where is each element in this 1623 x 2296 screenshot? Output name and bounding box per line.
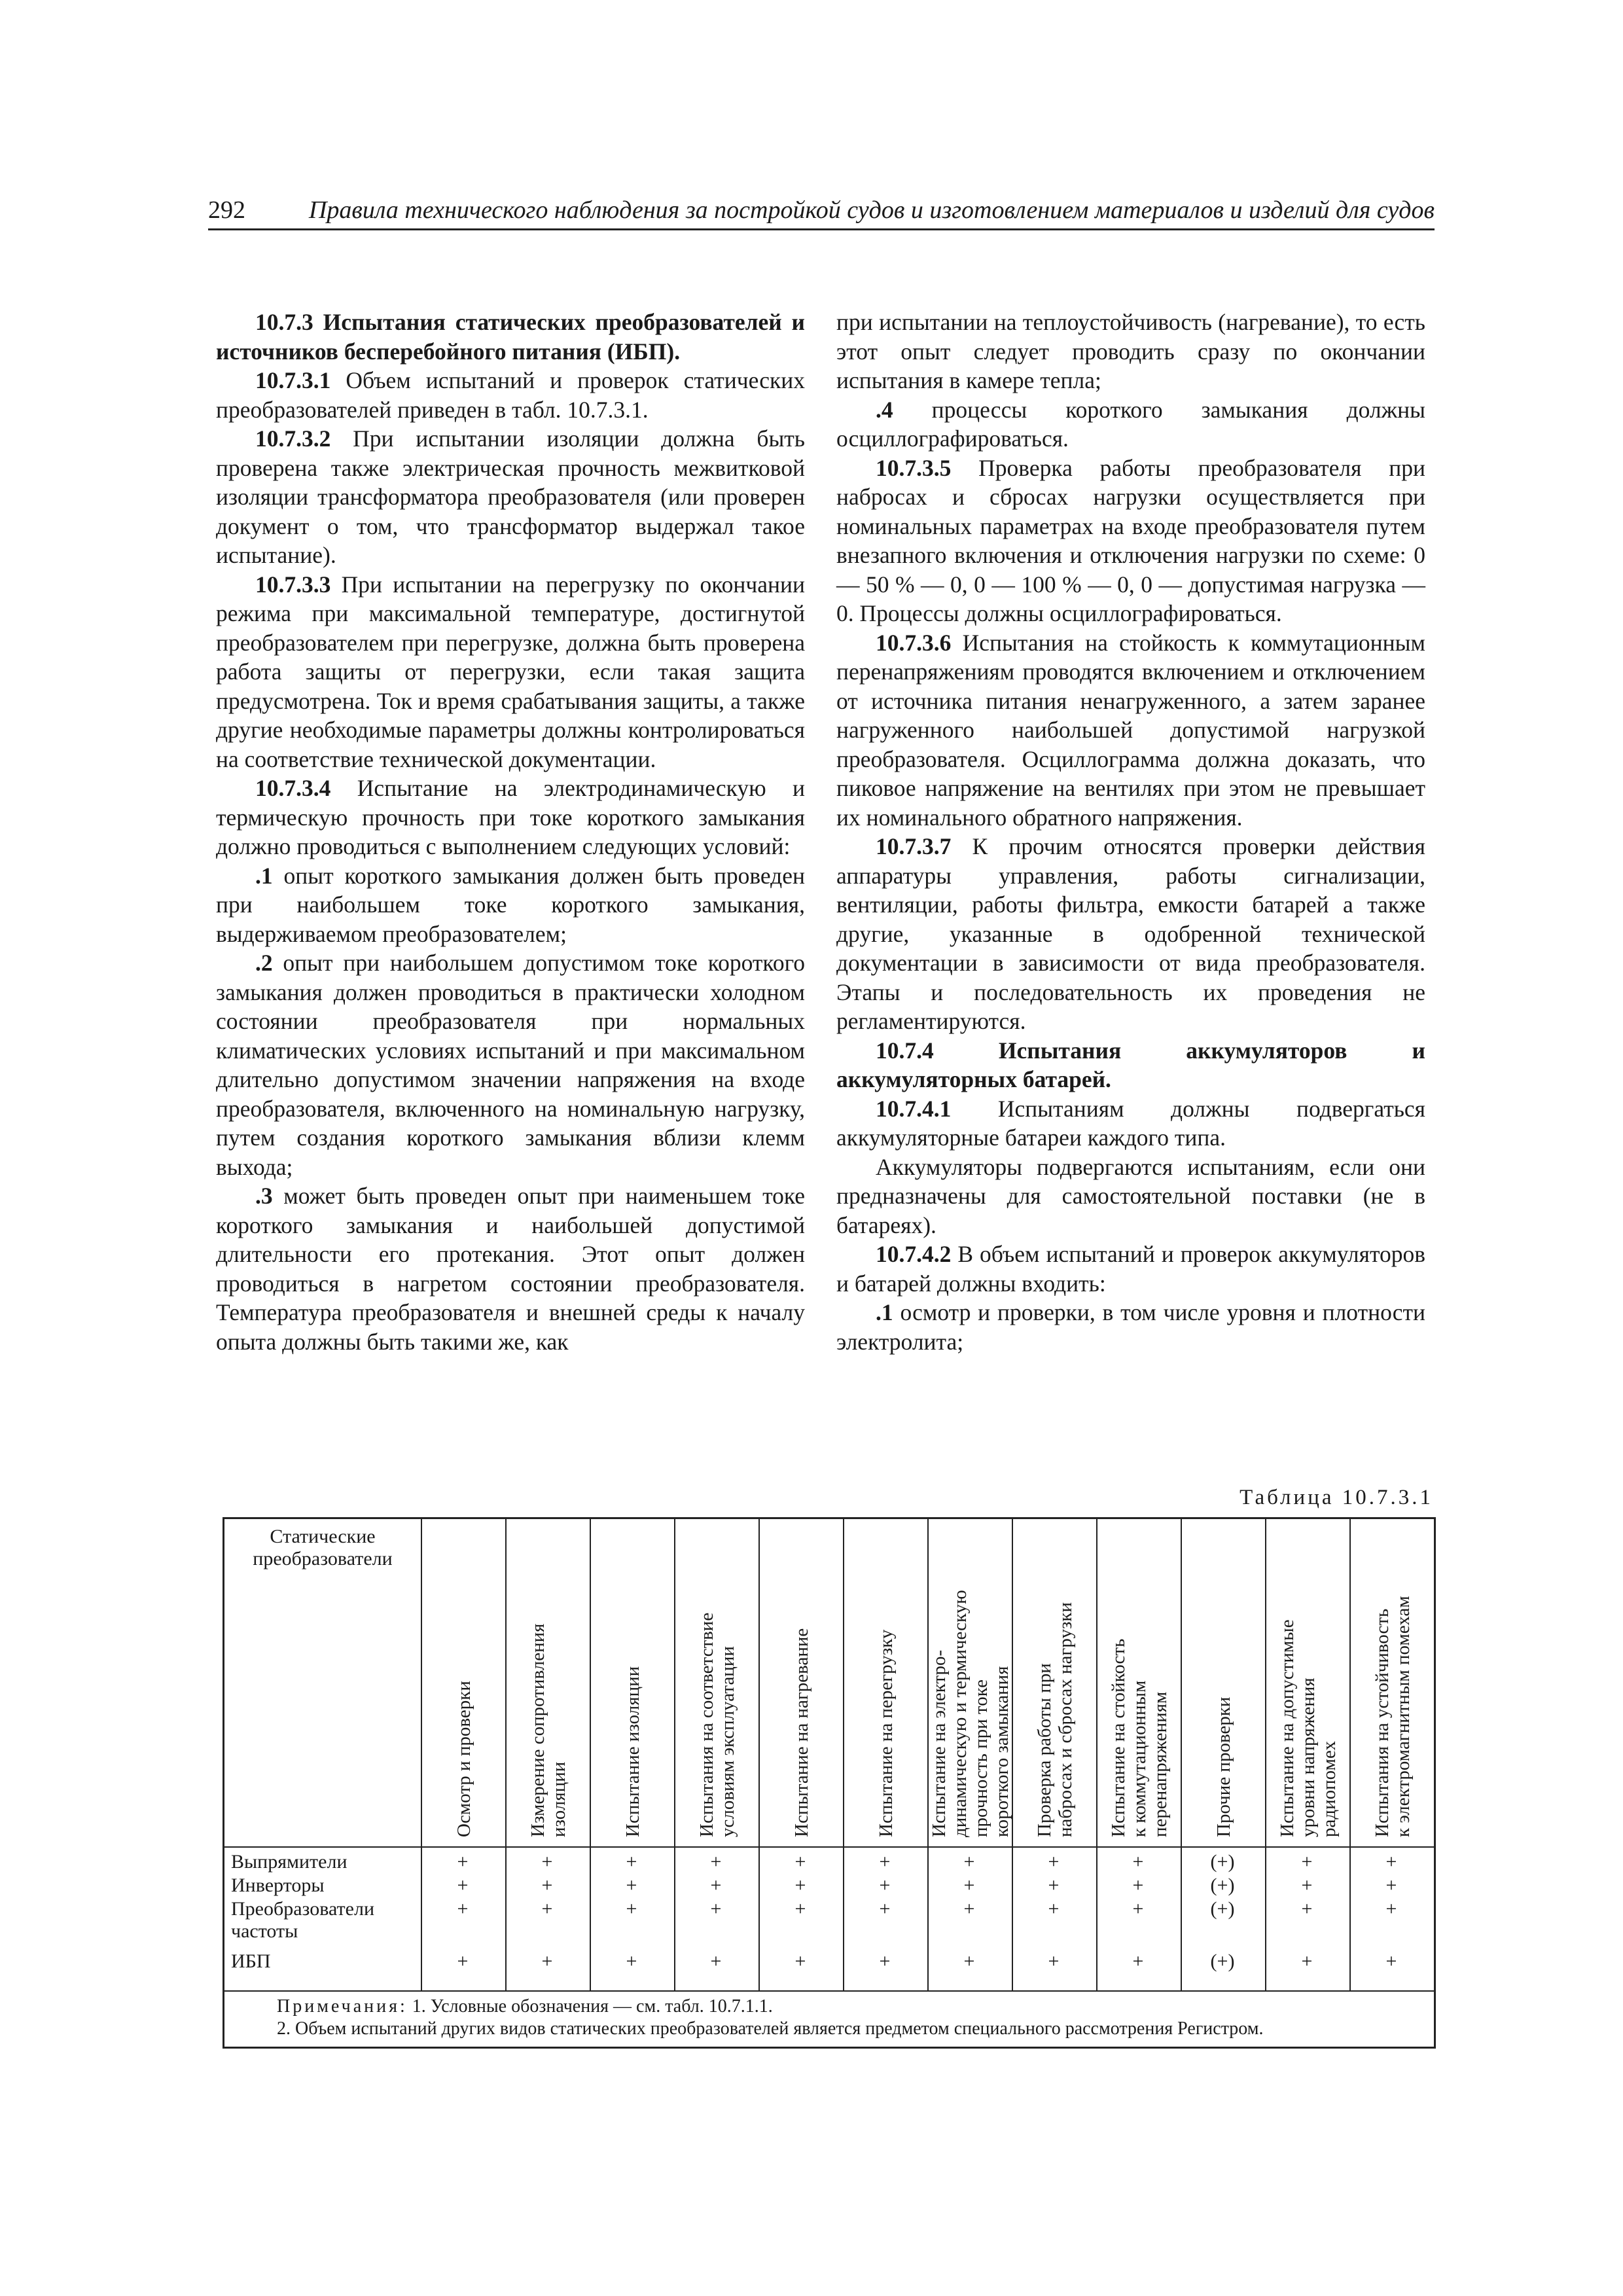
clause-number: .2 [255, 950, 273, 976]
column-header-text: Испытание на стойкость к коммутационным перенапряжениям [1107, 1638, 1171, 1837]
column-header-3 [590, 1519, 674, 1846]
table-cell-mark: (+) [1210, 1874, 1235, 1896]
table-cell-mark: + [963, 1874, 975, 1896]
table-cell-mark: + [1048, 1950, 1060, 1972]
column-header-11 [1265, 1519, 1349, 1846]
paragraph-text: Испытание на электродинамическую и термическую прочность при токе короткого замыкания должно проводиться с выполнением следующих условий: [216, 775, 805, 859]
paragraph-p3 [216, 570, 805, 774]
table-cell-mark: + [1301, 1874, 1313, 1896]
paragraph-text: осмотр и проверки, в том числе уровня и плотности электролита; [836, 1299, 1425, 1355]
clause-number: .4 [876, 396, 893, 423]
clause-number: 10.7.4.2 [876, 1241, 952, 1267]
clause-number: 10.7.3.1 [255, 367, 331, 393]
table-cell-mark: + [1048, 1898, 1060, 1920]
column-header-6 [843, 1519, 927, 1846]
column-header-8 [1012, 1519, 1096, 1846]
table-cell-mark: + [1301, 1851, 1313, 1873]
table-cell-mark: + [457, 1851, 469, 1873]
paragraph-text: опыт короткого замыкания должен быть проведен при наибольшем токе короткого замыкания, выдерживаемом преобразователем; [216, 862, 805, 947]
paragraph-p2 [216, 424, 805, 570]
clause-number: .1 [876, 1299, 893, 1325]
table-cell-mark: + [1048, 1874, 1060, 1896]
clause-number: 10.7.3.6 [876, 629, 952, 656]
clause-number: 10.7.3.3 [255, 571, 331, 598]
table-cell-mark: + [1385, 1874, 1397, 1896]
note-1: 1. Условные обозначения — см. табл. 10.7.1.1. [407, 1996, 773, 2017]
paragraph-text: Аккумуляторы подвергаются испытаниям, если они предназначены для самостоятельной поставки (не в батареях). [836, 1153, 1425, 1238]
paragraph-text: при испытании на теплоустойчивость (нагревание), то есть этот опыт следует проводить сразу по окончании испытания в камере тепла; [836, 309, 1425, 393]
table-cell-mark: + [794, 1898, 806, 1920]
paragraph-r8 [836, 1298, 1425, 1356]
column-header-10 [1181, 1519, 1265, 1846]
table-cell-mark: (+) [1210, 1898, 1235, 1920]
column-header-text: Проверка работы при набросах и сбросах нагрузки [1033, 1602, 1076, 1837]
table-cell-mark: + [1048, 1851, 1060, 1873]
table-cell-mark: + [541, 1898, 553, 1920]
clause-number: .1 [255, 862, 273, 889]
column-header-text: Испытание на допустимые уровни напряжения радиопомех [1276, 1619, 1340, 1837]
column-header-text: Измерение сопротивления изоляции [527, 1623, 569, 1837]
paragraph-text: опыт при наибольшем допустимом токе короткого замыкания должен проводиться в практически холодном состоянии преобразователя при нормальных климатических условиях испытаний и при максимальном длительно допустимом значении напряжения на входе преобразователя, включенного на номинальную нагрузку, путем создания короткого замыкания вблизи клемм выхода; [216, 950, 805, 1180]
table-cell-mark: + [710, 1950, 722, 1972]
paragraph-p7 [216, 1181, 805, 1356]
table-cell-mark: + [794, 1874, 806, 1896]
column-header-text: Испытания на устойчивость к электромагнитным помехам [1371, 1596, 1414, 1837]
table-cell-mark: + [879, 1874, 891, 1896]
table-cell-mark: + [963, 1851, 975, 1873]
table-cell-mark: + [541, 1874, 553, 1896]
column-header-text: Испытание изоляции [622, 1666, 643, 1837]
table-cell-mark: + [457, 1950, 469, 1972]
tests-table [223, 1517, 1436, 2049]
clause-number: 10.7.4.1 [876, 1095, 952, 1122]
clause-number: 10.7.3.4 [255, 775, 331, 801]
clause-number: .3 [255, 1183, 273, 1209]
column-header-text: Испытание на нагревание [791, 1628, 812, 1837]
page-number: 292 [208, 196, 245, 224]
table-cell-mark: + [457, 1874, 469, 1896]
column-header-text: Испытание на электро- динамическую и термическую прочность при токе короткого замыкания [928, 1590, 1012, 1837]
table-cell-mark: (+) [1210, 1950, 1235, 1972]
column-header-text: Осмотр и проверки [453, 1681, 474, 1837]
table-cell-mark: + [1385, 1950, 1397, 1972]
heading-text: 10.7.3 Испытания статических преобразователей и источников бесперебойного питания (ИБП). [216, 309, 805, 365]
row-label: частоты [231, 1920, 298, 1942]
table-header [224, 1519, 1434, 1848]
table-cell-mark: + [963, 1898, 975, 1920]
table-cell-mark: + [879, 1898, 891, 1920]
corner-label: Статические преобразователи [253, 1526, 393, 1570]
table-cell-mark: + [626, 1874, 637, 1896]
paragraph-text: может быть проведен опыт при наименьшем токе короткого замыкания и наибольшей допустимой длительности его протекания. Этот опыт должен проводиться в нагретом состоянии преобразователя. Температура преобразователя и внешней среды к началу опыта должны быть такими же, как [216, 1183, 805, 1355]
column-header-text: Испытание на перегрузку [875, 1629, 897, 1837]
paragraph-text: При испытании изоляции должна быть проверена также электрическая прочность межвитковой изоляции трансформатора преобразователя (или проверен документ о том, что трансформатор выдержал такое испытание). [216, 425, 805, 568]
table-cell-mark: + [541, 1950, 553, 1972]
paragraph-r7 [836, 1240, 1425, 1298]
table-cell-mark: + [794, 1950, 806, 1972]
table-cell-mark: + [1301, 1898, 1313, 1920]
paragraph-text: При испытании на перегрузку по окончании режима при максимальной температуре, достигнутой преобразователем при перегрузке, должна быть проверена работа защиты от перегрузки, если такая защита предусмотрена. Ток и время срабатывания защиты, а также другие необходимые параметры должны контролироваться на соответствие технической документации. [216, 571, 805, 772]
paragraph-text: К прочим относятся проверки действия аппаратуры управления, работы сигнализации, вентиляции, работы фильтра, емкости батарей а также другие, указанные в одобренной технической документации в зависимости от вида преобразователя. Этапы и последовательность их проведения не регламентируются. [836, 833, 1425, 1034]
column-header-9 [1096, 1519, 1181, 1846]
table-body [224, 1846, 1434, 1990]
notes-label: Примечания: [277, 1996, 408, 2017]
paragraph-h2 [836, 1036, 1425, 1094]
clause-number: 10.7.3.2 [255, 425, 331, 452]
row-label: Выпрямители [231, 1851, 348, 1873]
row-label: ИБП [231, 1950, 271, 1972]
paragraph-r4 [836, 832, 1425, 1036]
column-header-text: Прочие проверки [1213, 1696, 1234, 1837]
table-cell-mark: + [879, 1950, 891, 1972]
table-cell-mark: + [879, 1851, 891, 1873]
table-cell-mark: + [1385, 1851, 1397, 1873]
row-label: Инверторы [231, 1874, 325, 1896]
column-header-5 [758, 1519, 843, 1846]
column-header-text: Испытания на соответствие условиям эксплуатации [696, 1612, 738, 1837]
paragraph-text: Объем испытаний и проверок статических преобразователей приведен в табл. 10.7.3.1. [216, 367, 805, 423]
row-label: Преобразователи [231, 1898, 374, 1920]
paragraph-r2 [836, 454, 1425, 628]
table-cell-mark: + [1132, 1851, 1144, 1873]
clause-number: 10.7.3.7 [876, 833, 952, 859]
column-header-12 [1349, 1519, 1434, 1846]
paragraph-p4 [216, 774, 805, 861]
paragraph-text: Испытания на стойкость к коммутационным перенапряжениям проводятся включением и отключением от источника питания ненагруженного, а затем заранее нагруженного наибольшей допустимой нагрузкой преобразователя. Осциллограмма должна доказать, что пиковое напряжение на вентилях при этом не превышает их номинального обратного напряжения. [836, 629, 1425, 831]
table-corner-header [224, 1519, 421, 1846]
table-cell-mark: + [541, 1851, 553, 1873]
paragraph-r1 [836, 395, 1425, 454]
column-header-2 [505, 1519, 590, 1846]
paragraph-h1 [216, 308, 805, 366]
paragraph-p5 [216, 861, 805, 949]
left-column [216, 308, 805, 1356]
clause-number: 10.7.3.5 [876, 454, 952, 481]
paragraph-text: В объем испытаний и проверок аккумуляторов и батарей должны входить: [836, 1241, 1425, 1297]
table-cell-mark: + [710, 1874, 722, 1896]
table-cell-mark: + [794, 1851, 806, 1873]
table-cell-mark: + [626, 1950, 637, 1972]
paragraph-p6 [216, 948, 805, 1181]
page-header [208, 196, 1435, 230]
paragraph-text: Испытаниям должны подвергаться аккумуляторные батареи каждого типа. [836, 1095, 1425, 1151]
table-notes [224, 1990, 1434, 2047]
column-header-7 [927, 1519, 1012, 1846]
paragraph-r0 [836, 308, 1425, 395]
paragraph-r5 [836, 1094, 1425, 1153]
table-cell-mark: + [1132, 1898, 1144, 1920]
column-header-4 [674, 1519, 758, 1846]
table-cell-mark: + [1132, 1950, 1144, 1972]
paragraph-r6 [836, 1153, 1425, 1240]
table-cell-mark: + [1301, 1950, 1313, 1972]
paragraph-text: Проверка работы преобразователя при набросах и сбросах нагрузки осуществляется при номинальных параметрах на входе преобразователя путем внезапного включения и отключения нагрузки по схеме: 0 — 50 % — 0, 0 — 100 % — 0, 0 — допустимая нагрузка — 0. Процессы должны осциллографироваться. [836, 454, 1425, 626]
paragraph-r3 [836, 628, 1425, 833]
table-cell-mark: + [457, 1898, 469, 1920]
table-cell-mark: + [626, 1898, 637, 1920]
running-title: Правила технического наблюдения за постройкой судов и изготовлением материалов и изделий для судов [308, 196, 1435, 224]
note-2: 2. Объем испытаний других видов статических преобразователей является предметом специального рассмотрения Регистром. [277, 2018, 1264, 2039]
table-caption: Таблица 10.7.3.1 [1240, 1486, 1433, 1509]
heading-text: 10.7.4 Испытания аккумуляторов и аккумуляторных батарей. [836, 1037, 1425, 1092]
table-cell-mark: (+) [1210, 1851, 1235, 1873]
table-cell-mark: + [1132, 1874, 1144, 1896]
table-cell-mark: + [710, 1851, 722, 1873]
table-cell-mark: + [963, 1950, 975, 1972]
paragraph-text: процессы короткого замыкания должны осциллографироваться. [836, 396, 1425, 452]
table-cell-mark: + [1385, 1898, 1397, 1920]
table-cell-mark: + [626, 1851, 637, 1873]
column-header-1 [421, 1519, 505, 1846]
paragraph-p1 [216, 366, 805, 424]
right-column [836, 308, 1425, 1356]
table-cell-mark: + [710, 1898, 722, 1920]
